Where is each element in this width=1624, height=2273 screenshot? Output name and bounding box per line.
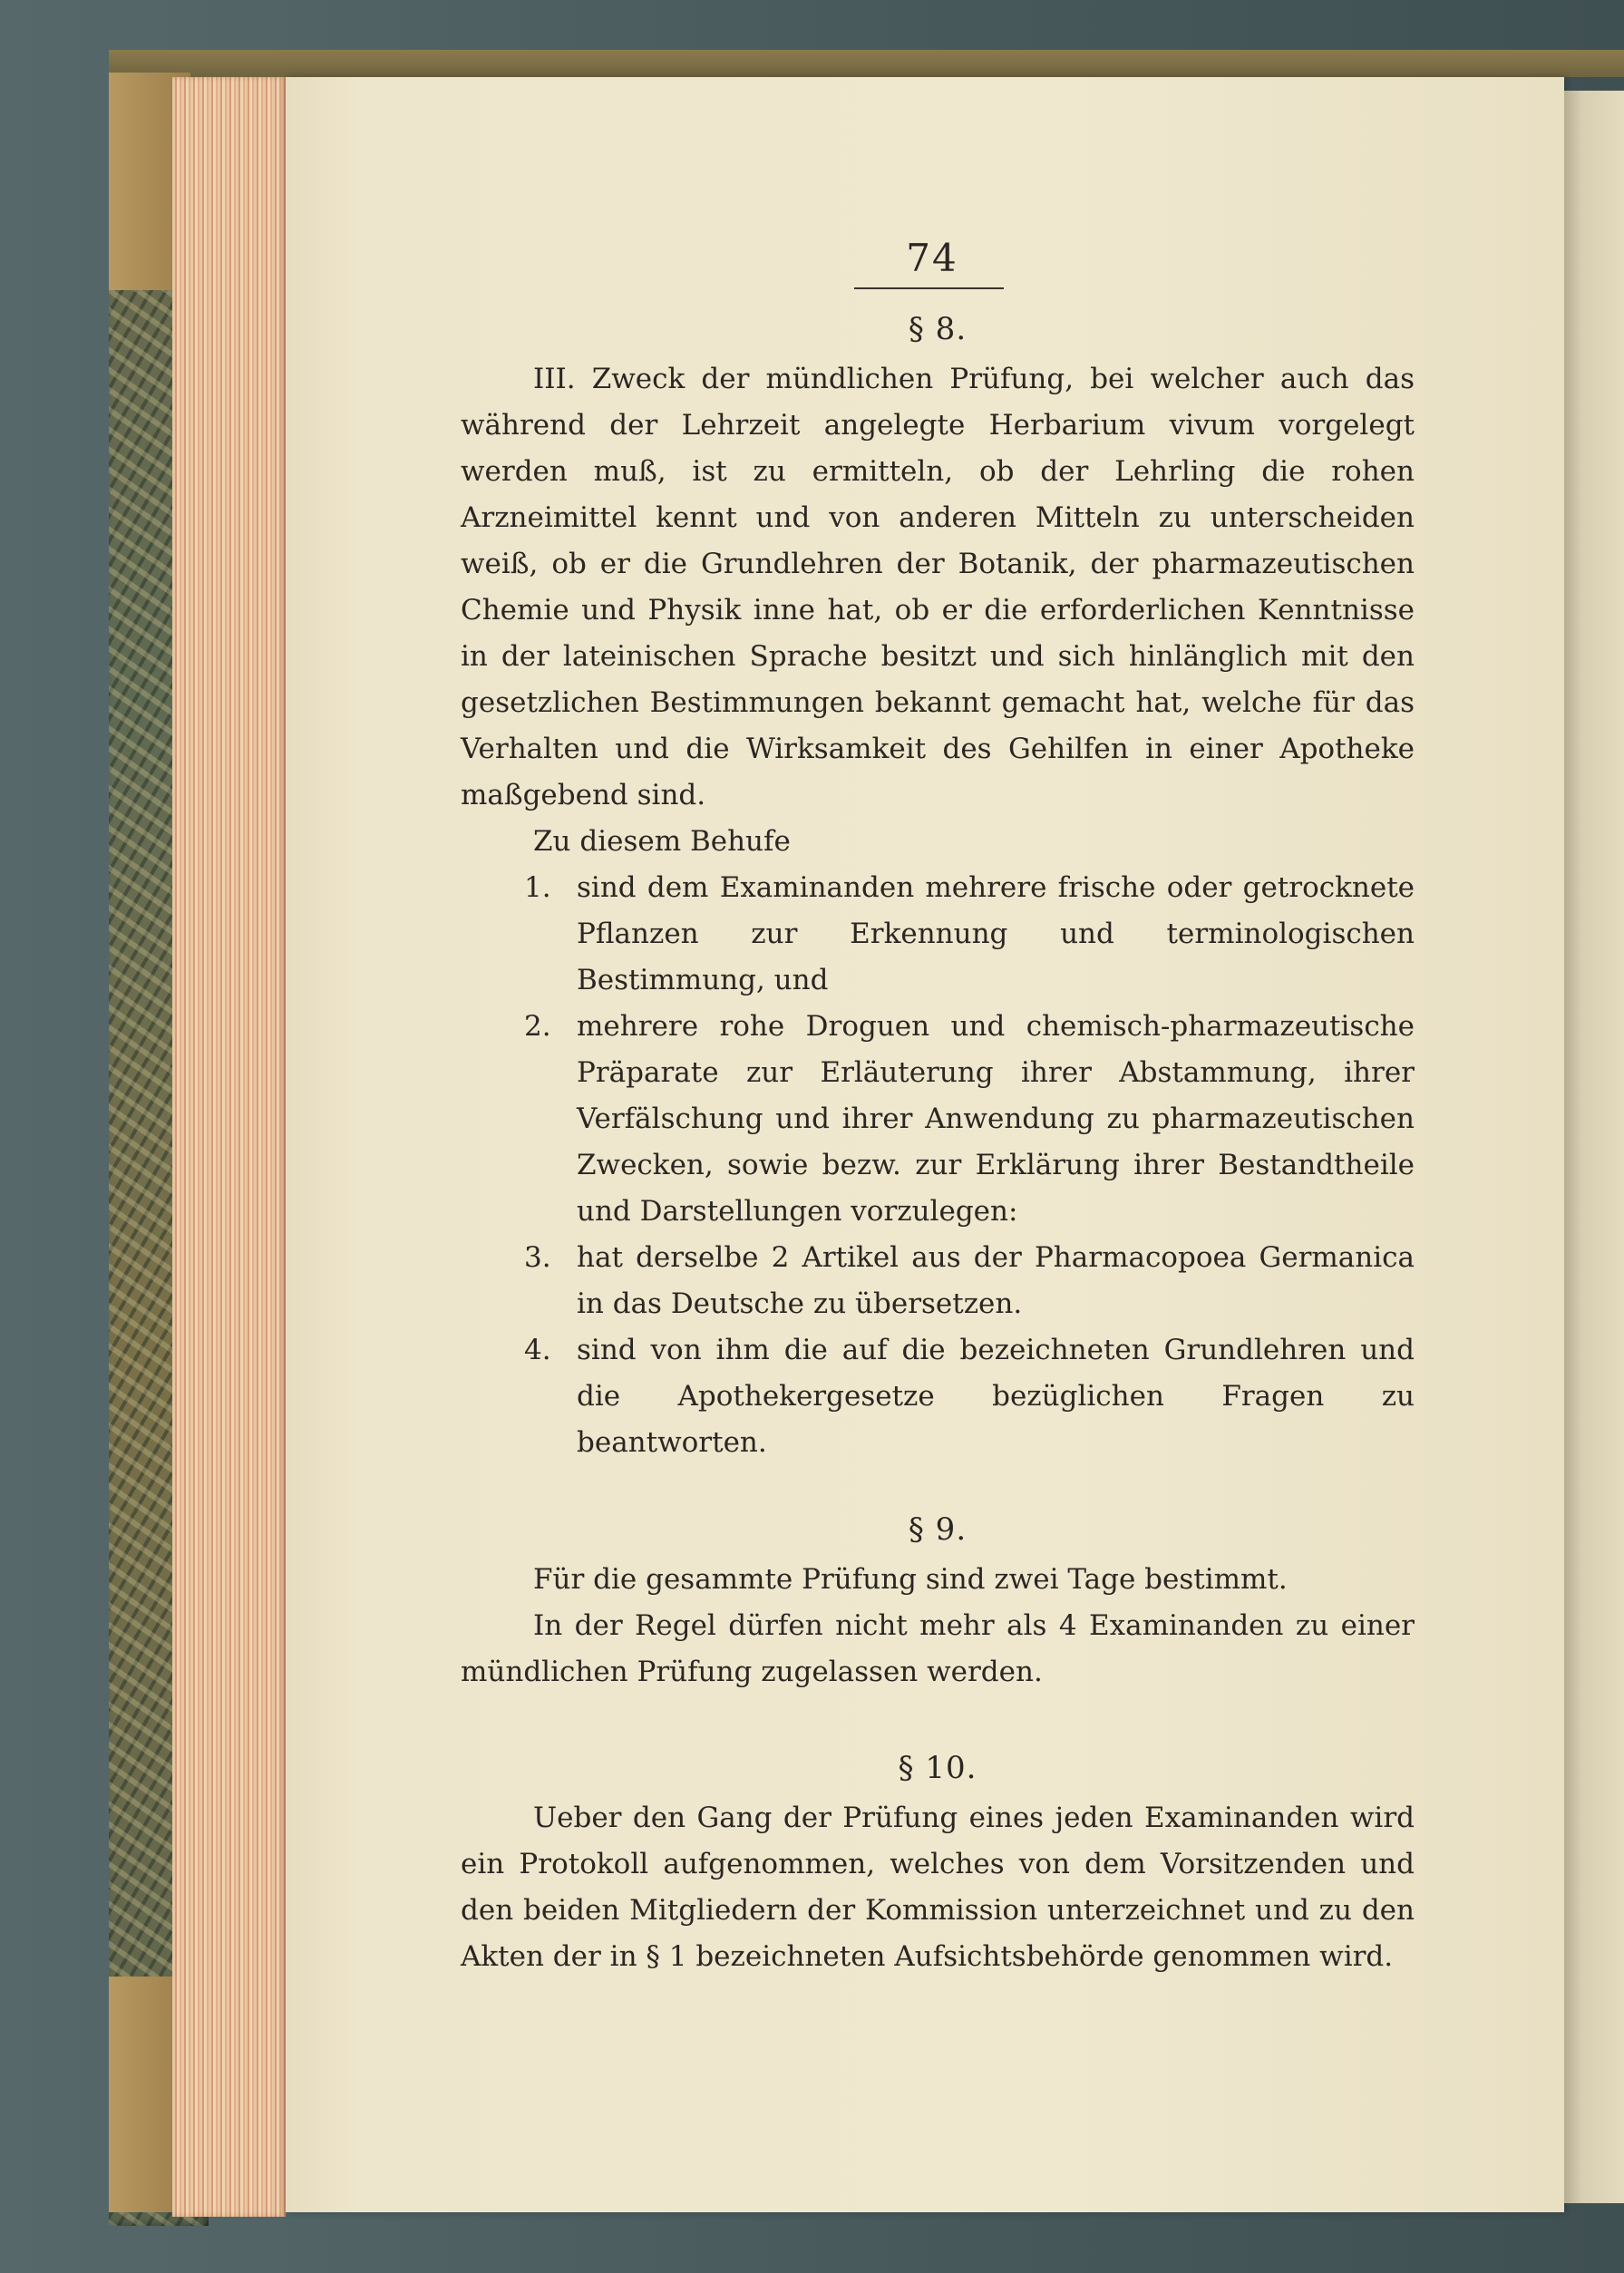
- list-item: [461, 1235, 1415, 1327]
- page-number-rule: [854, 287, 1004, 289]
- list-item-number: 1.: [524, 871, 551, 904]
- page-content: [461, 218, 1415, 1980]
- spacer: [461, 1466, 1415, 1490]
- list-item-number: 4.: [524, 1334, 551, 1366]
- list-item: [461, 865, 1415, 1004]
- list-item-number: 2.: [524, 1010, 551, 1043]
- facing-page-sliver: [1564, 91, 1624, 2203]
- section-heading-8: § 8.: [908, 311, 968, 347]
- spacer: [461, 1695, 1415, 1728]
- list-item: [461, 1327, 1415, 1466]
- paragraph: Ueber den Gang der Prüfung eines jeden Examinanden wird ein Protokoll aufgenommen, welches von dem Vorsitzenden und den beiden Mitgliedern der Kommission unterzeichnet und zu den Akten der in § 1 bezeichneten Aufsichtsbehörde genommen wird.: [461, 1802, 1415, 1973]
- list-item-text: sind dem Examinanden mehrere frische oder getrocknete Pflanzen zur Erkennung und terminologischen Bestimmung, und: [577, 871, 1415, 996]
- paragraph: In der Regel dürfen nicht mehr als 4 Examinanden zu einer mündlichen Prüfung zugelassen werden.: [461, 1609, 1415, 1688]
- list-item-text: hat derselbe 2 Artikel aus der Pharmacopoea Germanica in das Deutsche zu übersetzen.: [577, 1241, 1415, 1320]
- page-fore-edge: [172, 77, 286, 2217]
- list-item: [461, 1004, 1415, 1235]
- section-heading-10: § 10.: [898, 1750, 977, 1786]
- cover-top-edge: [109, 50, 1624, 77]
- section-heading-9: § 9.: [908, 1511, 968, 1548]
- page-number: 74: [906, 236, 958, 280]
- paragraph: Zu diesem Behufe: [533, 825, 791, 858]
- paragraph: Für die gesammte Prüfung sind zwei Tage bestimmt.: [533, 1563, 1288, 1596]
- paragraph: III. Zweck der mündlichen Prüfung, bei welcher auch das während der Lehrzeit angelegte Herbarium vivum vorgelegt werden muß, ist zu ermitteln, ob der Lehrling die rohen Arzneimittel kennt und von anderen Mitteln zu unterscheiden weiß, ob er die Grundlehren der Botanik, der pharmazeutischen Chemie und Physik inne hat, ob er die erforderlichen Kenntnisse in der lateinischen Sprache besitzt und sich hinlänglich mit den gesetzlichen Bestimmungen bekannt gemacht hat, welche für das Verhalten und die Wirksamkeit des Gehilfen in einer Apotheke maßgebend sind.: [461, 363, 1415, 811]
- list-item-text: mehrere rohe Droguen und chemisch-pharmazeutische Präparate zur Erläuterung ihrer Abstammung, ihrer Verfälschung und ihrer Anwendung zu pharmazeutischen Zwecken, sowie bezw. zur Erklärung ihrer Bestandtheile und Darstellungen vorzulegen:: [577, 1010, 1415, 1228]
- list-item-text: sind von ihm die auf die bezeichneten Grundlehren und die Apothekergesetze bezüglichen Fragen zu beantworten.: [577, 1334, 1415, 1459]
- list-item-number: 3.: [524, 1241, 551, 1274]
